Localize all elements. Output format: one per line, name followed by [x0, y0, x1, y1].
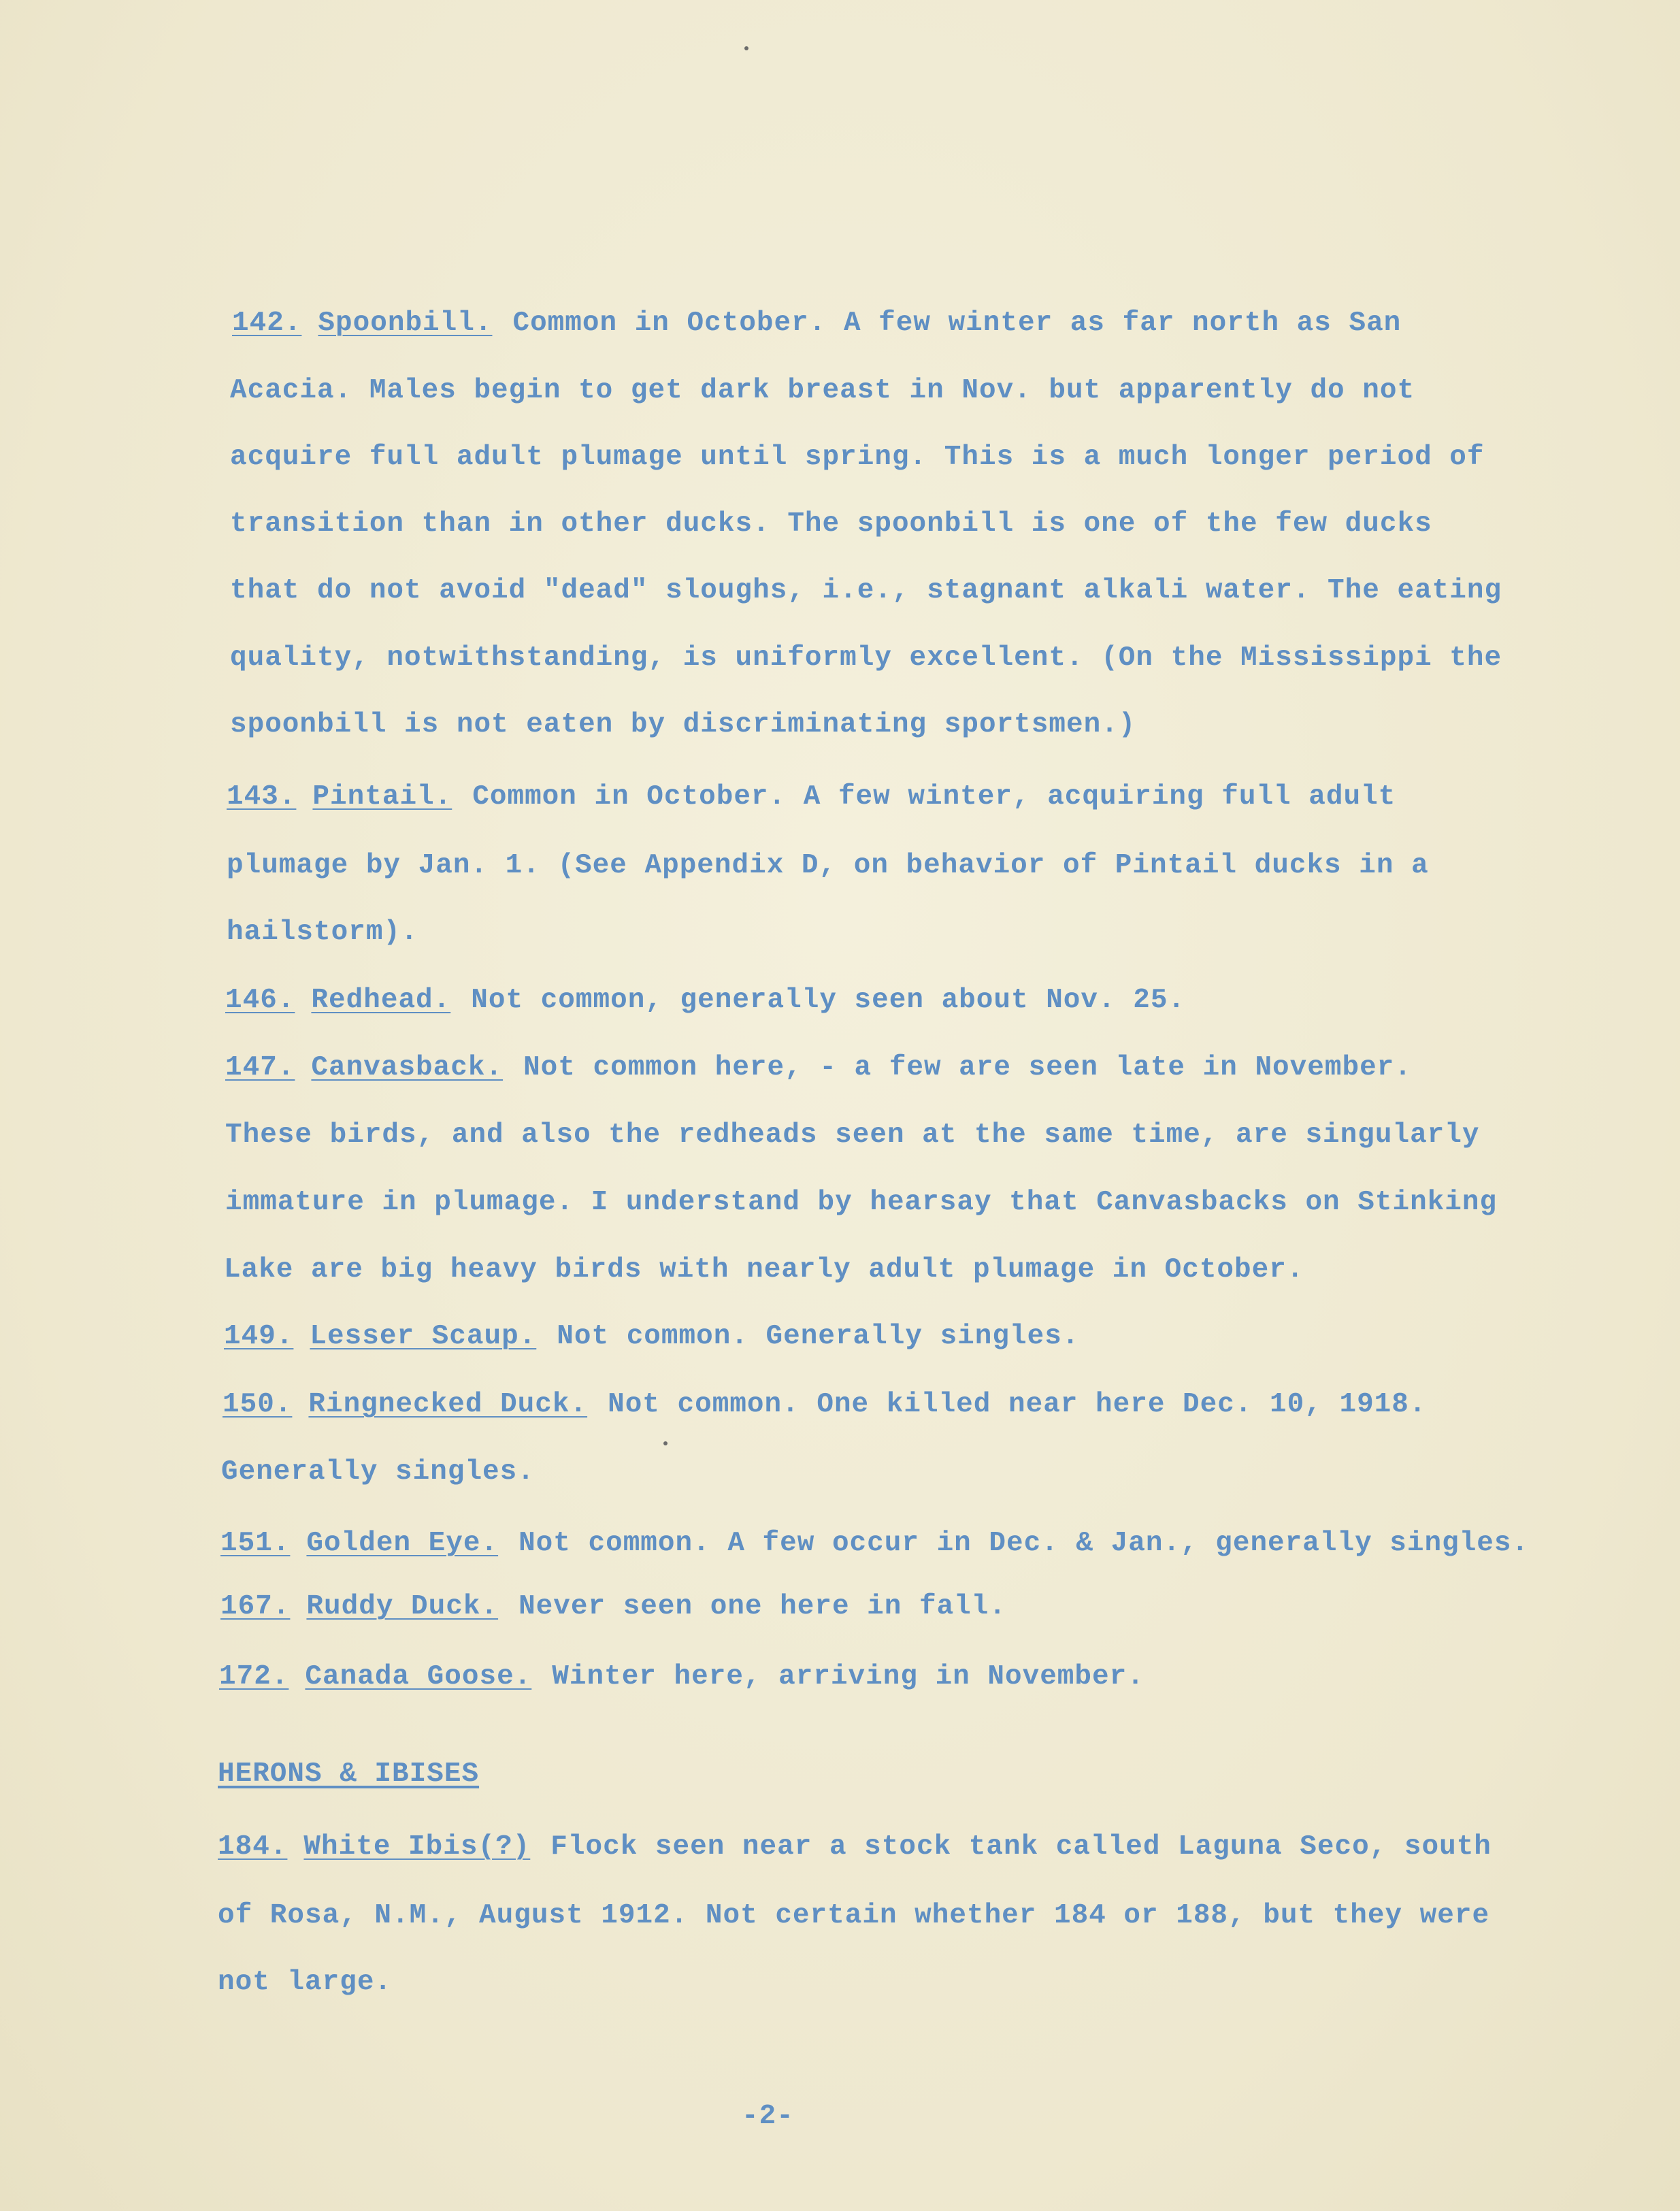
entry-172-heading: [219, 1661, 531, 1692]
entry-146-heading: [225, 985, 450, 1016]
entry-167-number: 167.: [220, 1591, 291, 1622]
entry-150-species: Ringnecked Duck.: [308, 1389, 588, 1420]
entry-150-number: 150.: [223, 1389, 293, 1420]
entry-150-first-line: [223, 1391, 1426, 1419]
entry-146-number: 146.: [225, 985, 295, 1016]
entry-184-number: 184.: [218, 1831, 288, 1863]
entry-142-first-line: [232, 310, 1401, 338]
entry-149-species: Lesser Scaup.: [310, 1321, 537, 1352]
entry-142-species: Spoonbill.: [318, 308, 493, 339]
entry-147-species: Canvasback.: [311, 1052, 504, 1083]
entry-150-text-line: Generally singles.: [221, 1456, 535, 1488]
entry-143-number: 143.: [227, 781, 297, 813]
entry-147-text-line: These birds, and also the redheads seen at the same time, are singularly: [225, 1119, 1480, 1151]
entry-142-text-line: Acacia. Males begin to get dark breast in Nov. but apparently do not: [230, 375, 1415, 406]
entry-184-first-line: [218, 1833, 1492, 1861]
entry-143-text-line: Common in October. A few winter, acquiring full adult: [472, 781, 1396, 813]
entry-167-heading: [220, 1591, 498, 1622]
entry-151-text-line: Not common. A few occur in Dec. & Jan., generally singles.: [518, 1528, 1530, 1559]
entry-146-species: Redhead.: [311, 985, 451, 1016]
entry-149-heading: [224, 1321, 536, 1352]
entry-172-number: 172.: [219, 1661, 289, 1692]
entry-151-species: Golden Eye.: [306, 1528, 499, 1559]
entry-143-heading: [227, 781, 452, 813]
section-heading-herons-ibises: HERONS & IBISES: [218, 1758, 480, 1790]
entry-172-species: Canada Goose.: [305, 1661, 532, 1692]
entry-143-text-line: plumage by Jan. 1. (See Appendix D, on behavior of Pintail ducks in a: [227, 850, 1429, 881]
entry-142-text-line: quality, notwithstanding, is uniformly excellent. (On the Mississippi the: [230, 642, 1502, 674]
entry-142-number: 142.: [232, 308, 302, 339]
entry-172-first-line: [219, 1663, 1144, 1691]
entry-142-text-line: spoonbill is not eaten by discriminating sportsmen.): [230, 709, 1136, 740]
entry-167-first-line: [220, 1593, 1006, 1621]
entry-147-text-line: Lake are big heavy birds with nearly adult plumage in October.: [224, 1254, 1304, 1285]
entry-147-number: 147.: [225, 1052, 295, 1083]
entry-142-text-line: transition than in other ducks. The spoonbill is one of the few ducks: [230, 508, 1432, 540]
entry-142-text-line: acquire full adult plumage until spring. This is a much longer period of: [230, 442, 1485, 473]
entry-149-first-line: [224, 1323, 1079, 1351]
entry-147-text-line: Not common here, - a few are seen late in November.: [523, 1052, 1412, 1083]
entry-184-heading: [218, 1831, 530, 1863]
entry-151-heading: [220, 1528, 498, 1559]
entry-147-first-line: [225, 1054, 1412, 1082]
entry-142-heading: [232, 308, 492, 339]
paper-speck: [744, 46, 748, 50]
entry-184-species: White Ibis(?): [303, 1831, 531, 1863]
entry-147-text-line: immature in plumage. I understand by hearsay that Canvasbacks on Stinking: [225, 1187, 1498, 1218]
entry-167-species: Ruddy Duck.: [306, 1591, 499, 1622]
entry-146-first-line: [225, 987, 1185, 1015]
entry-151-number: 151.: [220, 1528, 291, 1559]
entry-184-text-line: not large.: [218, 1967, 393, 1998]
entry-143-species: Pintail.: [312, 781, 452, 813]
entry-146-text-line: Not common, generally seen about Nov. 25.: [471, 985, 1186, 1016]
entry-149-number: 149.: [224, 1321, 294, 1352]
page-number: -2-: [742, 2101, 794, 2132]
entry-142-text-line: Common in October. A few winter as far north as San: [512, 308, 1402, 339]
entry-151-first-line: [220, 1530, 1529, 1558]
entry-143-first-line: [227, 783, 1396, 811]
entry-172-text-line: Winter here, arriving in November.: [552, 1661, 1144, 1692]
entry-150-text-line: Not common. One killed near here Dec. 10, 1918.: [608, 1389, 1427, 1420]
entry-143-text-line: hailstorm).: [227, 917, 418, 948]
entry-167-text-line: Never seen one here in fall.: [518, 1591, 1006, 1622]
entry-184-text-line: of Rosa, N.M., August 1912. Not certain whether 184 or 188, but they were: [218, 1900, 1490, 1931]
paper-speck: [663, 1441, 668, 1445]
entry-142-text-line: that do not avoid "dead" sloughs, i.e., stagnant alkali water. The eating: [230, 575, 1502, 606]
entry-147-heading: [225, 1052, 503, 1083]
entry-150-heading: [223, 1389, 587, 1420]
entry-149-text-line: Not common. Generally singles.: [557, 1321, 1080, 1352]
entry-184-text-line: Flock seen near a stock tank called Laguna Seco, south: [550, 1831, 1492, 1863]
